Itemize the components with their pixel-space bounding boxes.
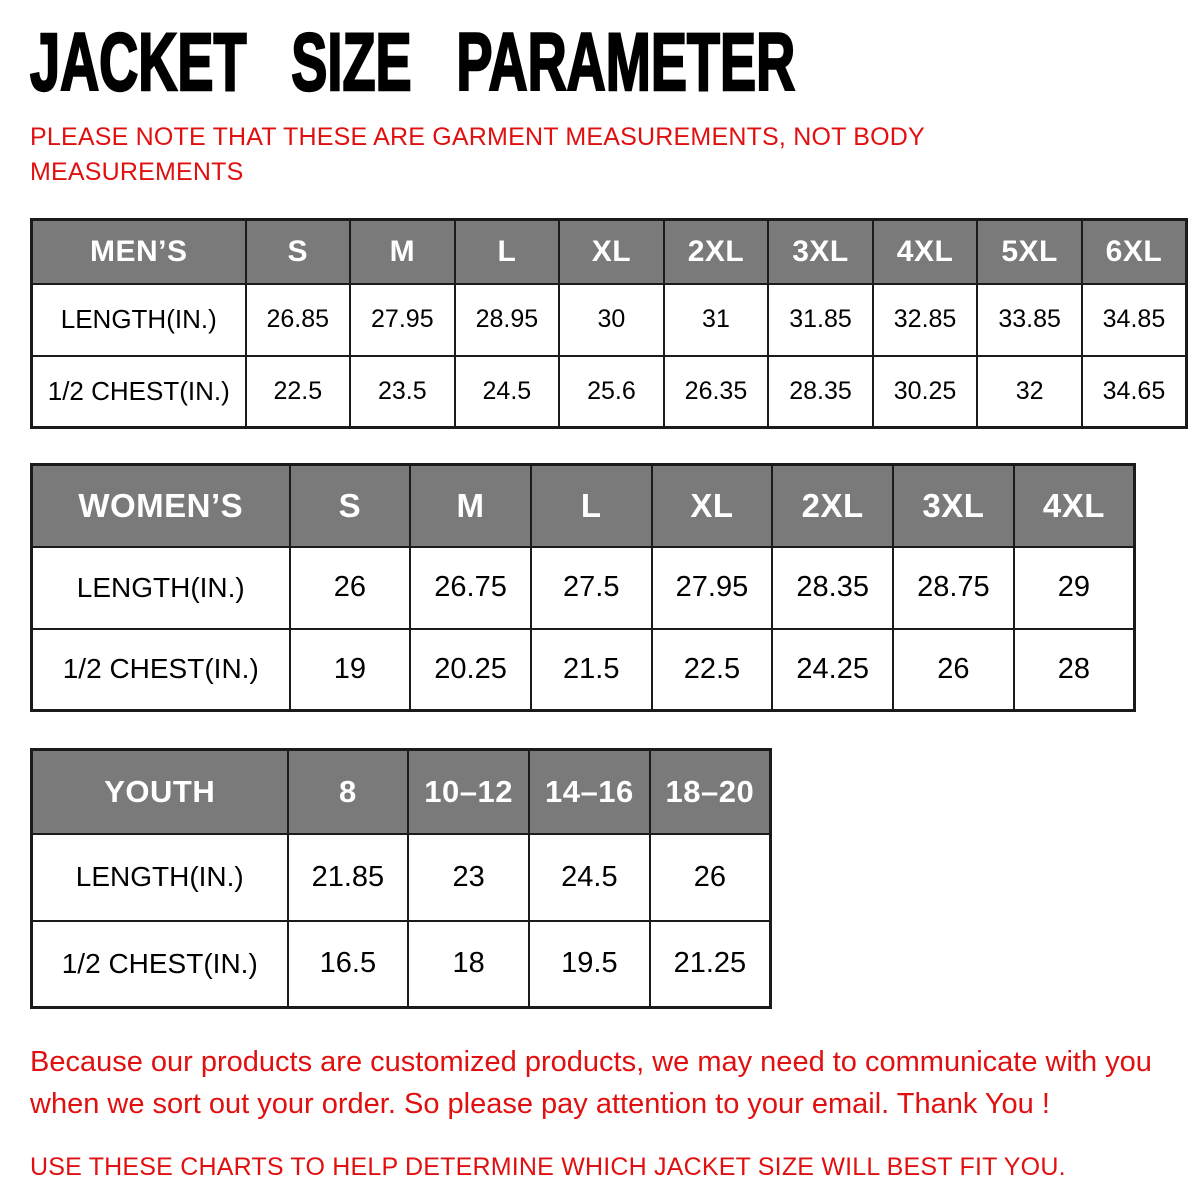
size-header-cell: 18–20 (650, 750, 771, 834)
row-label-cell: 1/2 CHEST(IN.) (32, 921, 288, 1008)
measurement-value-cell: 34.85 (1082, 284, 1187, 356)
customized-note-line-2: when we sort out your order. So please pay attention to your email. Thank You ! (30, 1088, 1050, 1121)
measurement-value-cell: 26 (650, 834, 771, 921)
measurement-value-cell: 26.35 (664, 356, 769, 428)
measurement-value-cell: 24.5 (455, 356, 560, 428)
measurement-value-cell: 21.25 (650, 921, 771, 1008)
measurement-value-cell: 27.95 (652, 547, 773, 629)
measurement-value-cell: 29 (1014, 547, 1135, 629)
womens-header-row (32, 465, 1135, 547)
youth-group-label: YOUTH (32, 750, 288, 834)
size-header-cell: 4XL (873, 220, 978, 284)
table-row (32, 547, 1135, 629)
measurement-value-cell: 34.65 (1082, 356, 1187, 428)
size-header-cell: 3XL (893, 465, 1014, 547)
youth-size-table (30, 748, 772, 1009)
table-row (32, 921, 771, 1008)
measurement-value-cell: 28.75 (893, 547, 1014, 629)
measurement-value-cell: 26.75 (410, 547, 531, 629)
table-row (32, 356, 1187, 428)
garment-note-line-2: MEASUREMENTS (30, 158, 244, 186)
measurement-value-cell: 28.35 (768, 356, 873, 428)
measurement-value-cell: 21.5 (531, 629, 652, 711)
size-header-cell: S (290, 465, 411, 547)
row-label-cell: LENGTH(IN.) (32, 834, 288, 921)
table-row (32, 834, 771, 921)
row-label-cell: LENGTH(IN.) (32, 284, 246, 356)
measurement-value-cell: 26.85 (246, 284, 351, 356)
row-label-cell: LENGTH(IN.) (32, 547, 290, 629)
size-header-cell: 14–16 (529, 750, 650, 834)
size-header-cell: XL (652, 465, 773, 547)
size-header-cell: 2XL (664, 220, 769, 284)
measurement-value-cell: 26 (893, 629, 1014, 711)
size-header-cell: 5XL (977, 220, 1082, 284)
customized-note-line-1: Because our products are customized products, we may need to communicate with you (30, 1046, 1152, 1078)
womens-size-table (30, 463, 1136, 712)
size-header-cell: 8 (288, 750, 409, 834)
size-header-cell: 4XL (1014, 465, 1135, 547)
customized-products-note (30, 1041, 1200, 1125)
size-header-cell: S (246, 220, 351, 284)
size-header-cell: M (350, 220, 455, 284)
measurement-value-cell: 30.25 (873, 356, 978, 428)
measurement-value-cell: 28 (1014, 629, 1135, 711)
mens-size-table (30, 218, 1188, 429)
measurement-value-cell: 23.5 (350, 356, 455, 428)
measurement-value-cell: 22.5 (652, 629, 773, 711)
measurement-value-cell: 20.25 (410, 629, 531, 711)
womens-group-label: WOMEN’S (32, 465, 290, 547)
chart-usage-note: USE THESE CHARTS TO HELP DETERMINE WHICH JACKET SIZE WILL BEST FIT YOU. (30, 1153, 1066, 1182)
size-header-cell: 10–12 (408, 750, 529, 834)
measurement-value-cell: 24.25 (772, 629, 893, 711)
size-header-cell: L (531, 465, 652, 547)
measurement-value-cell: 27.95 (350, 284, 455, 356)
row-label-cell: 1/2 CHEST(IN.) (32, 356, 246, 428)
measurement-value-cell: 24.5 (529, 834, 650, 921)
row-label-cell: 1/2 CHEST(IN.) (32, 629, 290, 711)
measurement-value-cell: 21.85 (288, 834, 409, 921)
measurement-value-cell: 31.85 (768, 284, 873, 356)
measurement-value-cell: 18 (408, 921, 529, 1008)
measurement-value-cell: 31 (664, 284, 769, 356)
size-header-cell: XL (559, 220, 664, 284)
measurement-value-cell: 32.85 (873, 284, 978, 356)
youth-header-row (32, 750, 771, 834)
measurement-value-cell: 33.85 (977, 284, 1082, 356)
measurement-value-cell: 26 (290, 547, 411, 629)
measurement-value-cell: 25.6 (559, 356, 664, 428)
size-header-cell: 3XL (768, 220, 873, 284)
measurement-value-cell: 19.5 (529, 921, 650, 1008)
measurement-value-cell: 19 (290, 629, 411, 711)
size-header-cell: 6XL (1082, 220, 1187, 284)
size-header-cell: L (455, 220, 560, 284)
garment-note-line-1: PLEASE NOTE THAT THESE ARE GARMENT MEASUREMENTS, NOT BODY (30, 123, 925, 151)
page-title: JACKET SIZE PARAMETER (30, 17, 796, 108)
measurement-value-cell: 27.5 (531, 547, 652, 629)
mens-group-label: MEN’S (32, 220, 246, 284)
table-row (32, 629, 1135, 711)
measurement-value-cell: 22.5 (246, 356, 351, 428)
garment-measurement-note (30, 120, 1200, 190)
measurement-value-cell: 32 (977, 356, 1082, 428)
measurement-value-cell: 30 (559, 284, 664, 356)
title-wrap (30, 17, 1200, 108)
size-header-cell: M (410, 465, 531, 547)
measurement-value-cell: 16.5 (288, 921, 409, 1008)
mens-header-row (32, 220, 1187, 284)
measurement-value-cell: 28.35 (772, 547, 893, 629)
measurement-value-cell: 28.95 (455, 284, 560, 356)
size-header-cell: 2XL (772, 465, 893, 547)
table-row (32, 284, 1187, 356)
measurement-value-cell: 23 (408, 834, 529, 921)
